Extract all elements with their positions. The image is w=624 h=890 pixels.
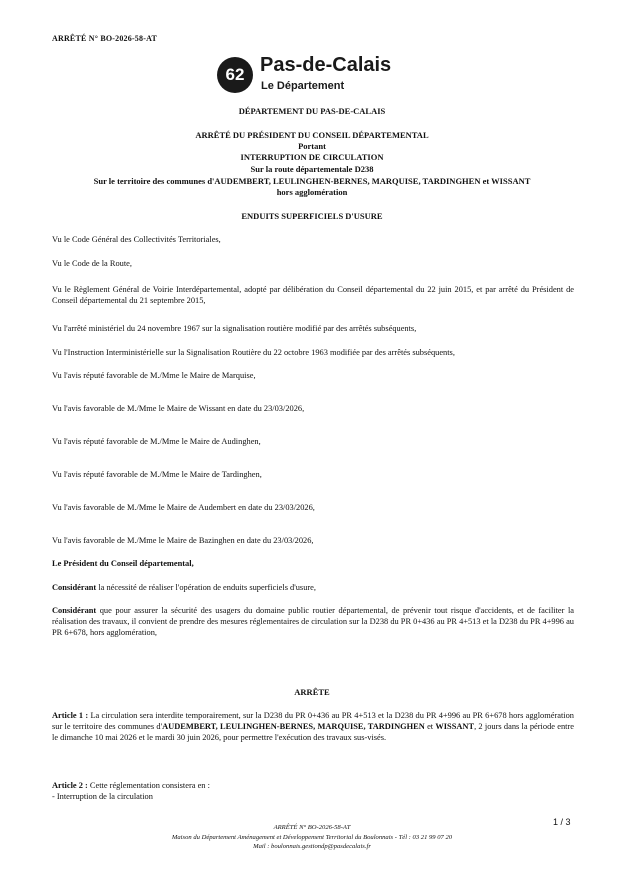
article-joiner: et (424, 722, 436, 731)
visa-item: Vu le Règlement Général de Voirie Interdépartemental, adopté par délibération du Conseil départemental du 22 juin 2015, et par arrêté du Président de Conseil départemental du 21 septembre 2015, (52, 285, 574, 305)
agglomeration-line: hors agglomération (276, 187, 348, 197)
page-number: 1 / 3 (553, 817, 571, 827)
article-label: Article 2 : (52, 781, 88, 790)
considerant-lead: Considérant (52, 606, 97, 615)
article-communes: AUDEMBERT, LEULINGHEN-BERNES, MARQUISE, TARDINGHEN (162, 722, 425, 731)
article-2-item: - Interruption de la circulation (52, 792, 153, 801)
arrete-heading: ARRÊTE (294, 687, 330, 697)
visa-item: Vu le Code de la Route, (52, 259, 132, 268)
considerant-text: la nécessité de réaliser l'opération de enduits superficiels d'usure, (96, 583, 316, 592)
department-heading: DÉPARTEMENT DU PAS-DE-CALAIS (238, 106, 386, 116)
visa-item: Vu le Code Général des Collectivités Territoriales, (52, 235, 221, 244)
article-text: , 2 jours dans la période entre le dimanche 10 mai 2026 et le mardi 30 juin 2026, pour permettre l'exécution des travaux sus-visés. (52, 722, 574, 742)
article-text: La circulation sera interdite temporairement, sur la D238 du PR 0+436 au PR 4+513 et la D238 du PR 4+996 au PR 6+678 hors agglomération sur le territoire des communes d' (52, 711, 574, 731)
article-1 (52, 710, 574, 743)
portant-line: Portant (298, 141, 326, 151)
visa-item: Vu l'avis réputé favorable de M./Mme le Maire de Audinghen, (52, 437, 261, 446)
considerant-lead: Considérant (52, 583, 97, 592)
visa-item: Vu l'avis favorable de M./Mme le Maire de Audembert en date du 23/03/2026, (52, 503, 315, 512)
subject-line: INTERRUPTION DE CIRCULATION (240, 152, 384, 162)
visa-item: Vu l'avis favorable de M./Mme le Maire de Wissant en date du 23/03/2026, (52, 404, 305, 413)
territory-line: Sur le territoire des communes d'AUDEMBERT, LEULINGHEN-BERNES, MARQUISE, TARDINGHEN et WISSANT (93, 176, 531, 186)
logo-subtitle: Le Département (261, 80, 345, 92)
visa-item: Vu l'avis favorable de M./Mme le Maire de Bazinghen en date du 23/03/2026, (52, 536, 314, 545)
footer-address: Maison du Département Aménagement et Développement Territorial du Boulonnais - Tél : 03 21 99 07 20 (171, 834, 453, 841)
logo-number-badge: 62 (217, 57, 253, 93)
considerant-paragraph (52, 582, 574, 593)
works-title: ENDUITS SUPERFICIELS D'USURE (241, 211, 383, 221)
footer-reference: ARRÊTÉ N° BO-2026-58-AT (273, 824, 351, 831)
arrete-title: ARRÊTÉ DU PRÉSIDENT DU CONSEIL DÉPARTEMENTAL (195, 130, 429, 140)
article-label: Article 1 : (52, 711, 89, 720)
logo-name: Pas-de-Calais (260, 54, 392, 76)
article-text: Cette réglementation consistera en : (87, 781, 210, 790)
visa-item: Vu l'avis réputé favorable de M./Mme le Maire de Marquise, (52, 371, 256, 380)
arrete-reference: ARRÊTÉ N° BO-2026-58-AT (52, 34, 157, 43)
president-line: Le Président du Conseil départemental, (52, 559, 194, 568)
considerant-paragraph (52, 605, 574, 638)
considerant-text: que pour assurer la sécurité des usagers du domaine public routier départemental, de prévenir tout risque d'accidents, et de faciliter la réalisation des travaux, il convient de prendre des mesures réglementaires de circulation sur la D238 du PR 0+436 au PR 4+513 et la D238 du PR 4+996 au PR 6+678, hors agglomération, (52, 606, 574, 637)
footer-mail: Mail : boulonnais.gestiondp@pasdecalais.fr (253, 843, 371, 850)
route-line: Sur la route départementale D238 (250, 164, 374, 174)
visa-item: Vu l'arrêté ministériel du 24 novembre 1967 sur la signalisation routière modifié par des arrêtés subséquents, (52, 324, 417, 333)
article-2 (52, 780, 574, 791)
visa-item: Vu l'avis réputé favorable de M./Mme le Maire de Tardinghen, (52, 470, 262, 479)
visa-item: Vu l'Instruction Interministérielle sur la Signalisation Routière du 22 octobre 1963 modifiée par des arrêtés subséquents, (52, 348, 455, 357)
article-communes: WISSANT (435, 722, 475, 731)
